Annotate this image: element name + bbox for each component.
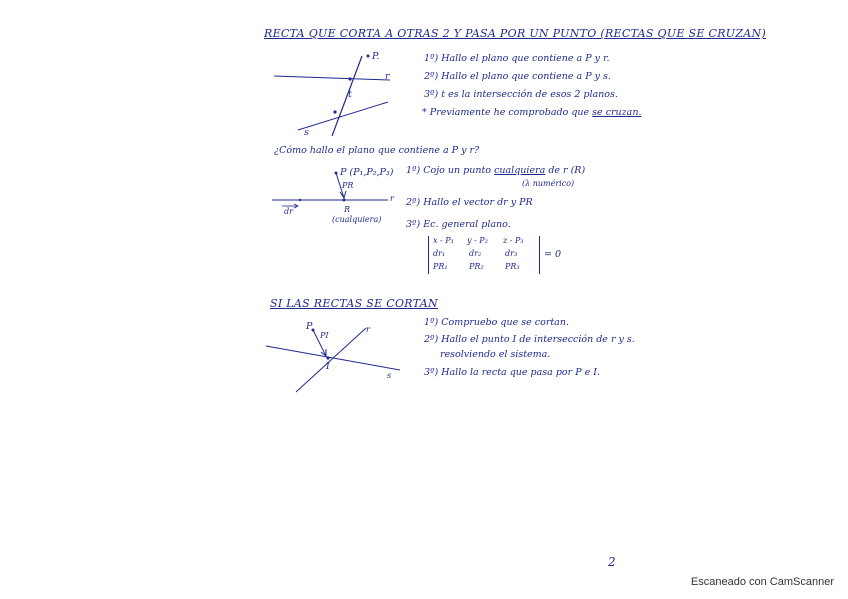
fig2-label-R-note: (cualquiera) — [332, 215, 382, 224]
det-r1c0: dr₁ — [433, 249, 446, 258]
section2-step-1-text: 1º) Cojo un punto — [406, 165, 492, 176]
fig2-label-r: r — [390, 194, 394, 203]
section2-step-3: 3º) Ec. general plano. — [406, 219, 511, 230]
fig3-label-PI: PI — [320, 331, 329, 340]
line-t — [332, 56, 362, 136]
point-P — [335, 172, 338, 175]
section2-step-1-rest: de r (R) — [548, 165, 586, 176]
point-I — [326, 356, 329, 359]
det-r1c1: dr₂ — [469, 249, 482, 258]
det-r2c1: PR₂ — [469, 262, 484, 271]
point-P — [367, 55, 370, 58]
section2-step-1 — [406, 166, 585, 176]
det-r2c2: PR₃ — [505, 262, 520, 271]
section1-step-2: 2º) Hallo el plano que contiene a P y s. — [424, 71, 611, 82]
fig1-label-s: s — [304, 127, 309, 138]
fig1-label-t: t — [348, 89, 352, 100]
fig2-label-dr: dr — [284, 207, 293, 216]
camscanner-watermark: Escaneado con CamScanner — [690, 576, 834, 588]
section1-step-1: 1º) Hallo el plano que contiene a P y r. — [424, 53, 610, 64]
fig3-label-P: P — [306, 321, 313, 332]
fig3-label-r: r — [366, 325, 370, 334]
section3-figure — [266, 320, 406, 392]
det-r0c2: z - P₃ — [503, 236, 524, 245]
line-r — [296, 328, 366, 392]
section3-step-2: 2º) Hallo el punto I de intersección de r y s. — [424, 334, 635, 345]
section2-step-2: 2º) Hallo el vector dr y PR — [406, 197, 533, 208]
fig3-label-I: I — [326, 361, 330, 372]
section1-title: RECTA QUE CORTA A OTRAS 2 Y PASA POR UN PUNTO (RECTAS QUE SE CRUZAN) — [264, 27, 767, 40]
section3-step-3: 3º) Hallo la recta que pasa por P e I. — [424, 367, 601, 378]
page-number: 2 — [608, 555, 616, 569]
det-r0c0: x - P₁ — [433, 236, 454, 245]
fig2-label-R: R — [344, 205, 351, 214]
point-on-r — [299, 199, 301, 201]
section3-step-2-cont: resolviendo el sistema. — [440, 349, 551, 360]
determinant — [428, 236, 540, 274]
det-r1c2: dr₃ — [505, 249, 518, 258]
intersection-st — [333, 110, 336, 113]
fig1-label-r: r — [385, 71, 390, 82]
fig3-label-s: s — [387, 371, 392, 380]
fig2-label-PR: PR — [342, 181, 354, 190]
fig2-label-P: P (P₁,P₂,P₃) — [340, 167, 394, 178]
section1-step-3: 3º) t es la intersección de esos 2 planos. — [424, 89, 618, 100]
section1-figure — [272, 50, 402, 140]
det-r0c1: y - P₂ — [467, 236, 488, 245]
section1-note-underlined: se cruzan. — [592, 107, 642, 118]
det-r2c0: PR₁ — [433, 262, 448, 271]
section3-title: SI LAS RECTAS SE CORTAN — [270, 297, 438, 310]
line-r — [274, 76, 390, 80]
det-equals: = 0 — [544, 249, 562, 260]
section1-note-prefix: * Previamente he comprobado que — [422, 107, 590, 118]
fig1-label-P: P. — [372, 51, 380, 62]
section3-step-1: 1º) Compruebo que se cortan. — [424, 317, 569, 328]
point-R — [343, 199, 346, 202]
intersection-rt — [348, 77, 351, 80]
section2-step-1-underlined: cualquiera — [494, 165, 546, 176]
section2-step-1-sub: (λ numérico) — [522, 179, 575, 188]
section2-question: ¿Cómo hallo el plano que contiene a P y r? — [274, 145, 480, 156]
section1-note — [422, 108, 641, 118]
